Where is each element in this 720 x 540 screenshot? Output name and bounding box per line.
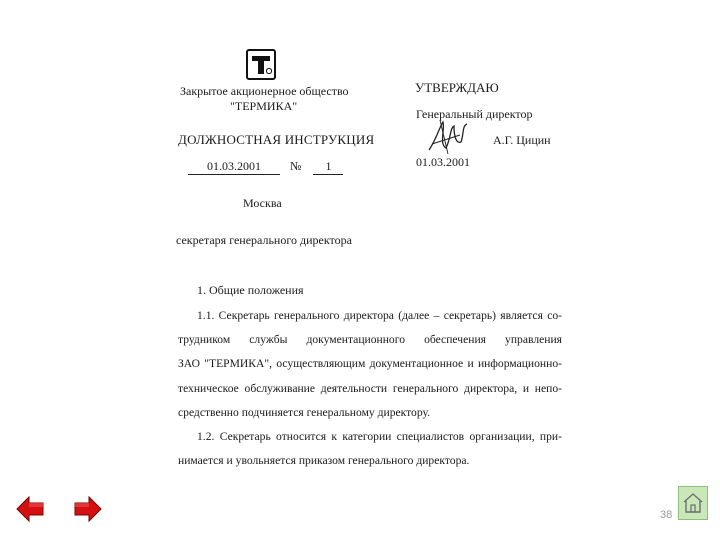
document-number-line [188, 159, 343, 175]
paragraph-1-1 [178, 304, 562, 425]
home-button[interactable] [678, 486, 708, 520]
document-number: 1 [313, 159, 343, 175]
next-slide-button[interactable] [73, 494, 103, 524]
arrow-left-icon [15, 494, 45, 524]
arrow-right-icon [73, 494, 103, 524]
approver-name: А.Г. Цицин [493, 133, 551, 147]
position-title: секретаря генерального директора [176, 233, 352, 247]
approval-heading: УТВЕРЖДАЮ [415, 80, 499, 95]
page-number: 38 [660, 509, 673, 521]
company-name-line2: "ТЕРМИКА" [230, 99, 298, 113]
paragraph-line: нимается и увольняется приказом генерального директора. [178, 454, 470, 468]
paragraph-line: средственно подчиняется генеральному директору. [178, 405, 431, 419]
document-title: ДОЛЖНОСТНАЯ ИНСТРУКЦИЯ [178, 132, 375, 147]
paragraph-1-2 [178, 425, 562, 473]
approval-date: 01.03.2001 [416, 155, 470, 169]
document-date: 01.03.2001 [188, 159, 280, 175]
paragraph-line: ЗАО "ТЕРМИКА", осуществляющим документационное и информационно- [178, 357, 562, 371]
company-logo [246, 49, 276, 80]
home-icon [678, 486, 708, 520]
city: Москва [243, 196, 282, 210]
previous-slide-button[interactable] [15, 494, 45, 524]
paragraph-line: 1.1. Секретарь генерального директора (далее – секретарь) является со- [197, 309, 562, 322]
paragraph-line: техническое обслуживание деятельности генерального директора, и непо- [178, 381, 562, 395]
paragraph-line: 1.2. Секретарь относится к категории специалистов организации, при- [197, 430, 562, 443]
paragraph-line: трудником службы документационного обеспечения управления [178, 333, 562, 347]
section-heading: 1. Общие положения [197, 283, 304, 297]
company-name-line1: Закрытое акционерное общество [180, 84, 349, 98]
approver-title: Генеральный директор [416, 107, 533, 121]
number-sign: № [290, 159, 302, 173]
